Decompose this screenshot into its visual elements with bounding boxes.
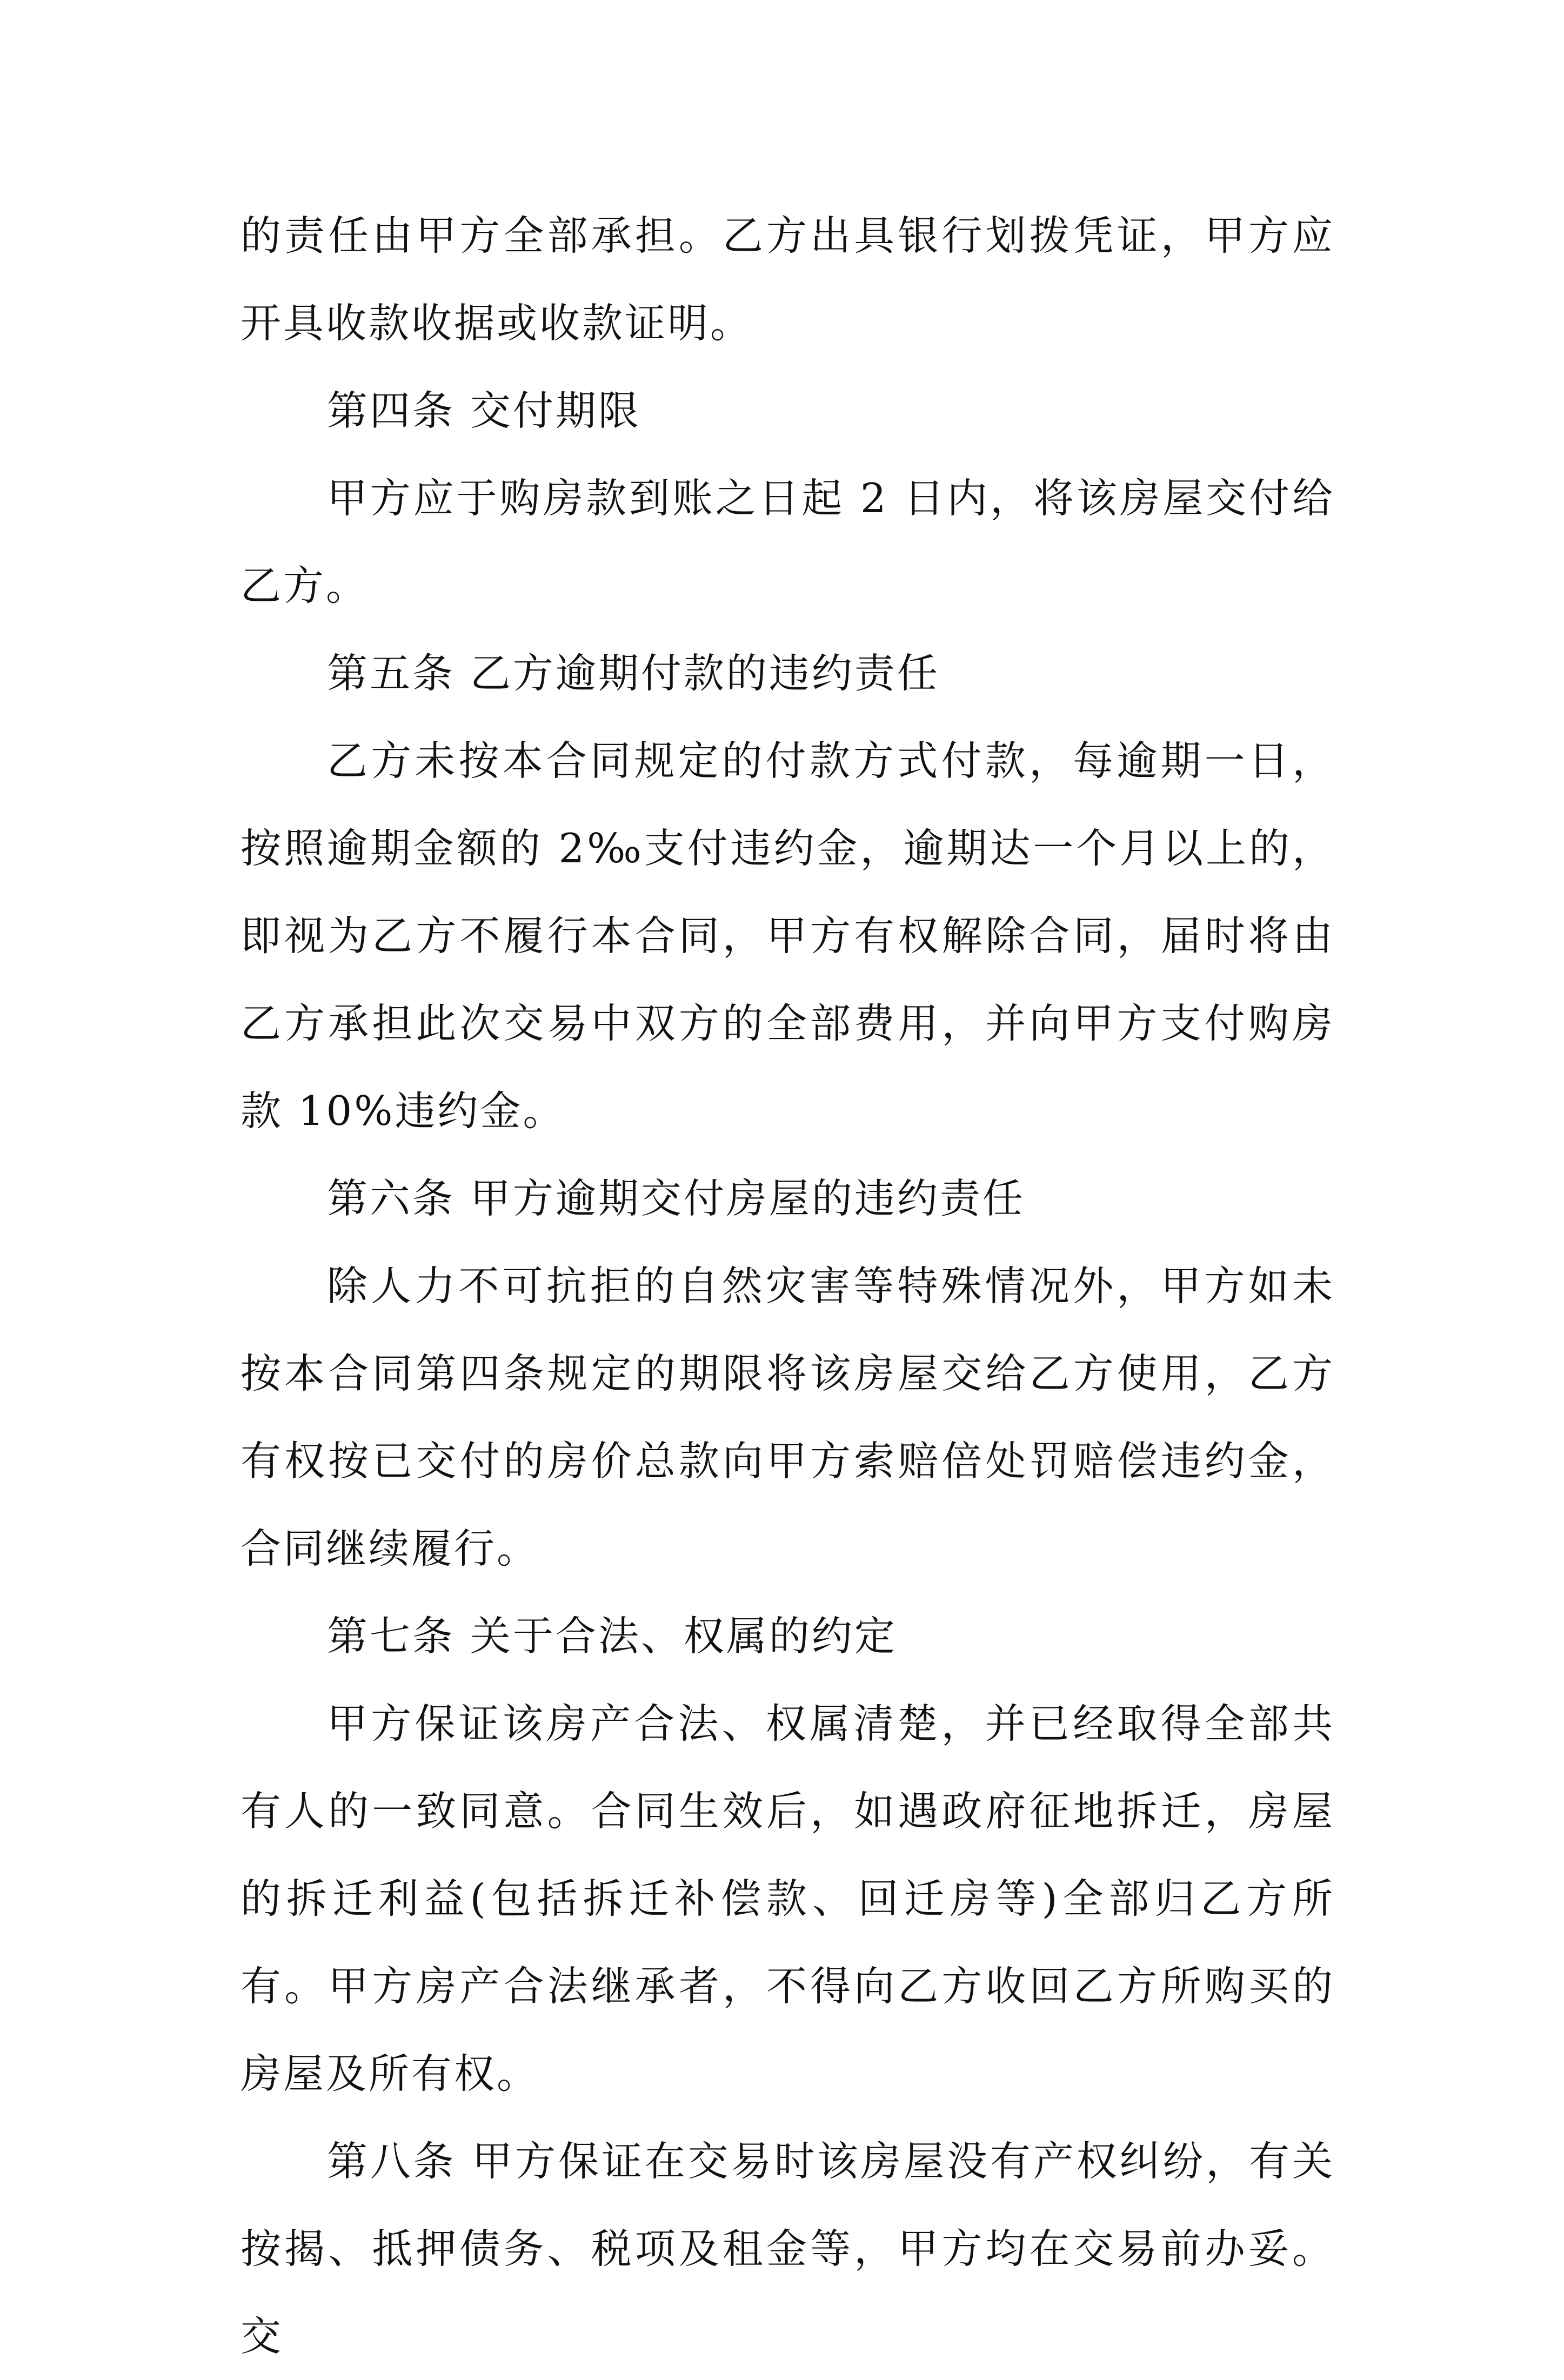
article-5-heading: 第五条 乙方逾期付款的违约责任	[327, 649, 940, 697]
contract-text	[240, 192, 1335, 2380]
article-7-body: 甲方保证该房产合法、权属清楚，并已经取得全部共有人的一致同意。合同生效后，如遇政府征地拆迁，房屋的拆迁利益(包括拆迁补偿款、回迁房等)全部归乙方所有。甲方房产合法继承者，不得向乙方收回乙方所购买的房屋及所有权。	[240, 1700, 1335, 2097]
article-4-heading: 第四条 交付期限	[327, 387, 641, 434]
article-6-heading: 第六条 甲方逾期交付房屋的违约责任	[327, 1175, 1025, 1222]
article-6-body: 除人力不可抗拒的自然灾害等特殊情况外，甲方如未按本合同第四条规定的期限将该房屋交给乙方使用，乙方有权按已交付的房价总款向甲方索赔倍处罚赔偿违约金，合同继续履行。	[240, 1262, 1335, 1572]
paragraph-continuation: 的责任由甲方全部承担。乙方出具银行划拨凭证，甲方应开具收款收据或收款证明。	[240, 212, 1335, 347]
article-4-body: 甲方应于购房款到账之日起 2 日内，将该房屋交付给乙方。	[240, 474, 1335, 609]
article-7-heading: 第七条 关于合法、权属的约定	[327, 1612, 897, 1660]
article-5-body: 乙方未按本合同规定的付款方式付款，每逾期一日，按照逾期金额的 2‰支付违约金，逾期达一个月以上的，即视为乙方不履行本合同，甲方有权解除合同，届时将由乙方承担此次交易中双方的全部费用，并向甲方支付购房款 10%违约金。	[240, 737, 1335, 1135]
article-8-body: 第八条 甲方保证在交易时该房屋没有产权纠纷，有关按揭、抵押债务、税项及租金等，甲方均在交易前办妥。交	[240, 2137, 1335, 2360]
